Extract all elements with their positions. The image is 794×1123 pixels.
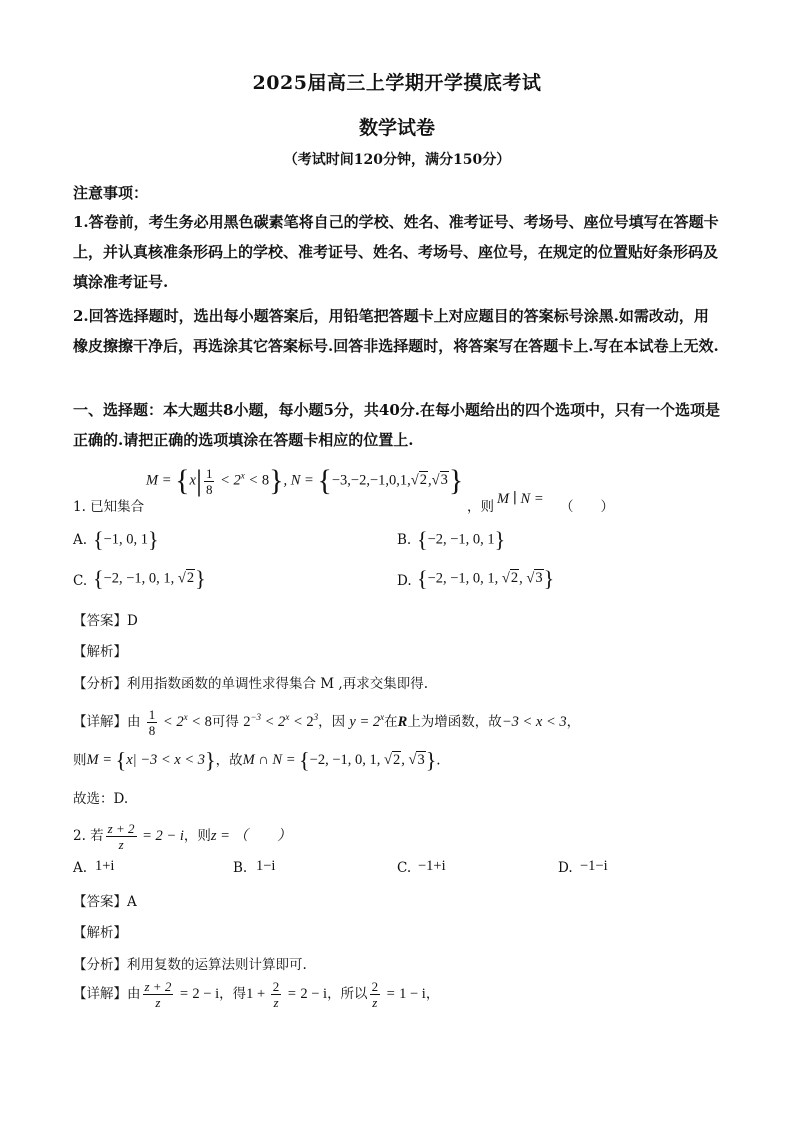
brace-left: { — [175, 464, 190, 497]
q1-detail-line-1: 【详解】由 $\frac{1}{8}$ < $2^x < 8$可得 $2^{-3} < 2^x < 2^3$，因 $y = 2^x$在R上为增函数，故−3 < x < 3， — [73, 707, 581, 738]
q2-option-d: −1−i — [580, 858, 608, 874]
q1-option-a-label: A. — [73, 532, 88, 548]
section-1-heading: 一、选择题：本大题共8小题，每小题5分，共40分.在每小题给出的四个选项中，只有一个选项是正确的.请把正确的选项填涂在答题卡相应的位置上. — [73, 401, 720, 449]
q1-set-expression: M = {x| $\frac{1}{8}$ < $2^x < 8$}, N = {−3,−2,−1,0,1,√2,√3} — [146, 464, 464, 497]
q1-option-b: {−2, −1, 0, 1} — [417, 527, 506, 552]
q1-detail-line-2: 则M = {x| −3 < x < 3}，故M ∩ N = {−2, −1, 0, 1, √2, √3}. — [73, 748, 441, 773]
page-subtitle: 数学试卷 — [358, 117, 435, 139]
q1-conclusion: 故选：D. — [73, 791, 129, 807]
q2-stem: 2. 若 $\frac{z + 2}{z}$ = 2 − i，则z = （ ） — [73, 821, 292, 852]
q2-analysis-tag: 【解析】 — [73, 925, 127, 941]
q2-fenxi: 【分析】利用复数的运算法则计算即可. — [73, 957, 307, 973]
q2-option-c-label: C. — [397, 860, 412, 876]
q1-tail: （ ） — [560, 499, 614, 515]
q1-option-d: {−2, −1, 0, 1, √2, √3} — [417, 566, 555, 591]
q1-set-m-label: M = — [146, 472, 176, 489]
q1-option-a: {−1, 0, 1} — [93, 527, 159, 552]
q2-option-a-label: A. — [73, 860, 88, 876]
q2-option-b-label: B. — [233, 860, 248, 876]
q1-answer: 【答案】D — [73, 613, 138, 629]
q1-option-d-label: D. — [397, 573, 412, 589]
q1-analysis-tag: 【解析】 — [73, 644, 127, 660]
q2-option-b: 1−i — [256, 858, 276, 874]
q1-intersection: M ∣ N = — [497, 491, 544, 507]
q1-set-n-label: , N = — [283, 472, 318, 489]
q2-answer: 【答案】A — [73, 894, 137, 910]
bar: | — [195, 464, 202, 497]
q1-suffix: ，则 — [467, 499, 494, 515]
q2-option-c: −1+i — [418, 858, 446, 874]
q1-prefix: 1. 已知集合 — [73, 499, 145, 515]
q1-n-elements: −3,−2,−1,0,1, — [331, 472, 411, 489]
q2-option-d-label: D. — [558, 860, 573, 876]
sqrt-2: √2 — [410, 472, 427, 489]
q1-option-c: {−2, −1, 0, 1, √2} — [93, 566, 206, 591]
q1-option-c-label: C. — [73, 573, 88, 589]
notice-item-1: 1.答卷前，考生务必用黑色碳素笔将自己的学校、姓名、准考证号、考场号、座位号填写在答题卡上，并认真核准条形码上的学校、准考证号、姓名、考场号、座位号，在规定的位置贴好条形码及填涂准考证号. — [73, 213, 719, 291]
exam-note: （考试时间120分钟，满分150分） — [283, 152, 511, 168]
brace-right: } — [269, 464, 284, 497]
sqrt-3: √3 — [431, 472, 448, 489]
q1-fenxi: 【分析】利用指数函数的单调性求得集合 M ,再求交集即得. — [73, 676, 428, 692]
q1-option-b-label: B. — [397, 532, 412, 548]
notice-item-2: 2.回答选择题时，选出每小题答案后，用铅笔把答题卡上对应题目的答案标号涂黑.如需改动，用橡皮擦擦干净后，再选涂其它答案标号.回答非选择题时，将答案写在答题卡上.写在本试卷上无效. — [73, 307, 719, 355]
notice-heading: 注意事项： — [73, 184, 149, 202]
fraction-one-eighth: $\frac{1}{8}$ — [205, 465, 213, 497]
q2-detail: 【详解】由 $\frac{z + 2}{z}$ = 2 − i，得1 + $\frac{2}{z}$ = 2 − i，所以 $\frac{2}{z}$ = 1 − i， — [73, 979, 440, 1010]
page-title: 2025届高三上学期开学摸底考试 — [252, 72, 542, 94]
q2-option-a: 1+i — [95, 858, 115, 874]
